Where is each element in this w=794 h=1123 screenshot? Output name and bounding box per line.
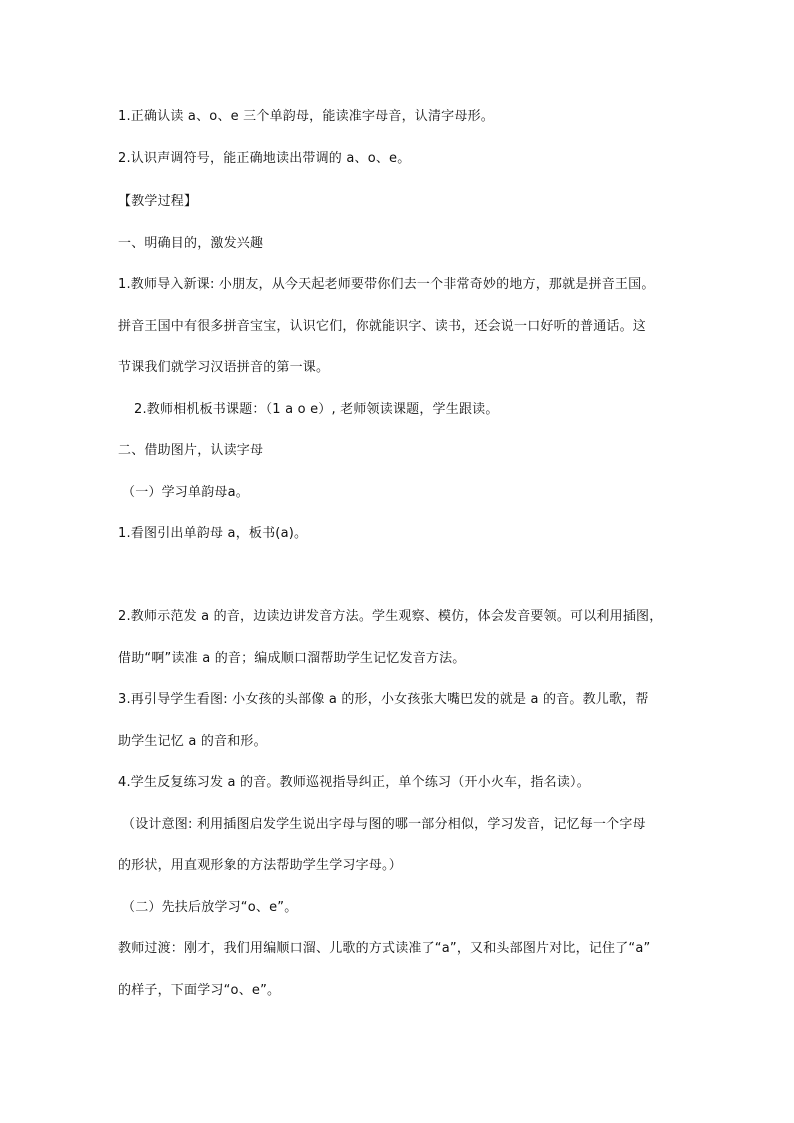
paragraph-intro-line-3: 节课我们就学习汉语拼音的第一课。 (118, 360, 330, 375)
board-title-step: 2.教师相机板书课题：（1 a o e）, 老师领读课题，学生跟读。 (134, 402, 499, 417)
objective-1: 1.正确认读 a、o、e 三个单韵母，能读准字母音，认清字母形。 (118, 109, 494, 124)
step-4: 4.学生反复练习发 a 的音。教师巡视指导纠正，单个练习（开小火车，指名读）。 (118, 775, 590, 790)
heading-part-1: 一、明确目的，激发兴趣 (118, 236, 264, 251)
paragraph-intro-line-2: 拼音王国中有很多拼音宝宝，认识它们，你就能识字、读书，还会说一口好听的普通话。这 (118, 319, 647, 334)
step-2-line-2: 借助“啊”读准 a 的音；编成顺口溜帮助学生记忆发音方法。 (118, 651, 466, 666)
step-3-line-2: 助学生记忆 a 的音和形。 (118, 734, 267, 749)
step-3-line-1: 3.再引导学生看图: 小女孩的头部像 a 的形，小女孩张大嘴巴发的就是 a 的音。教儿歌，帮 (118, 692, 649, 707)
step-1-look-at-picture: 1.看图引出单韵母 a，板书(a)。 (118, 526, 308, 541)
transition-line-1: 教师过渡：刚才，我们用编顺口溜、儿歌的方式读准了“a”，又和头部图片对比，记住了“a” (118, 941, 651, 956)
paragraph-intro-line-1: 1.教师导入新课: 小朋友，从今天起老师要带你们去一个非常奇妙的地方，那就是拼音王国。 (118, 277, 655, 292)
design-intent-line-1: （设计意图: 利用插图启发学生说出字母与图的哪一部分相似，学习发音，记忆每一个字母 (122, 817, 646, 832)
transition-line-2: 的样子，下面学习“o、e”。 (118, 983, 281, 998)
subheading-learn-o-e: （二）先扶后放学习“o、e”。 (122, 900, 298, 915)
design-intent-line-2: 的形状，用直观形象的方法帮助学生学习字母。） (118, 858, 402, 873)
heading-part-2: 二、借助图片，认读字母 (118, 443, 264, 458)
step-2-line-1: 2.教师示范发 a 的音，边读边讲发音方法。学生观察、模仿，体会发音要领。可以利用插图， (118, 609, 663, 624)
objective-2: 2.认识声调符号，能正确地读出带调的 a、o、e。 (118, 151, 411, 166)
subheading-learn-a: （一）学习单韵母a。 (122, 485, 249, 500)
section-heading-teaching-process: 【教学过程】 (118, 194, 198, 209)
